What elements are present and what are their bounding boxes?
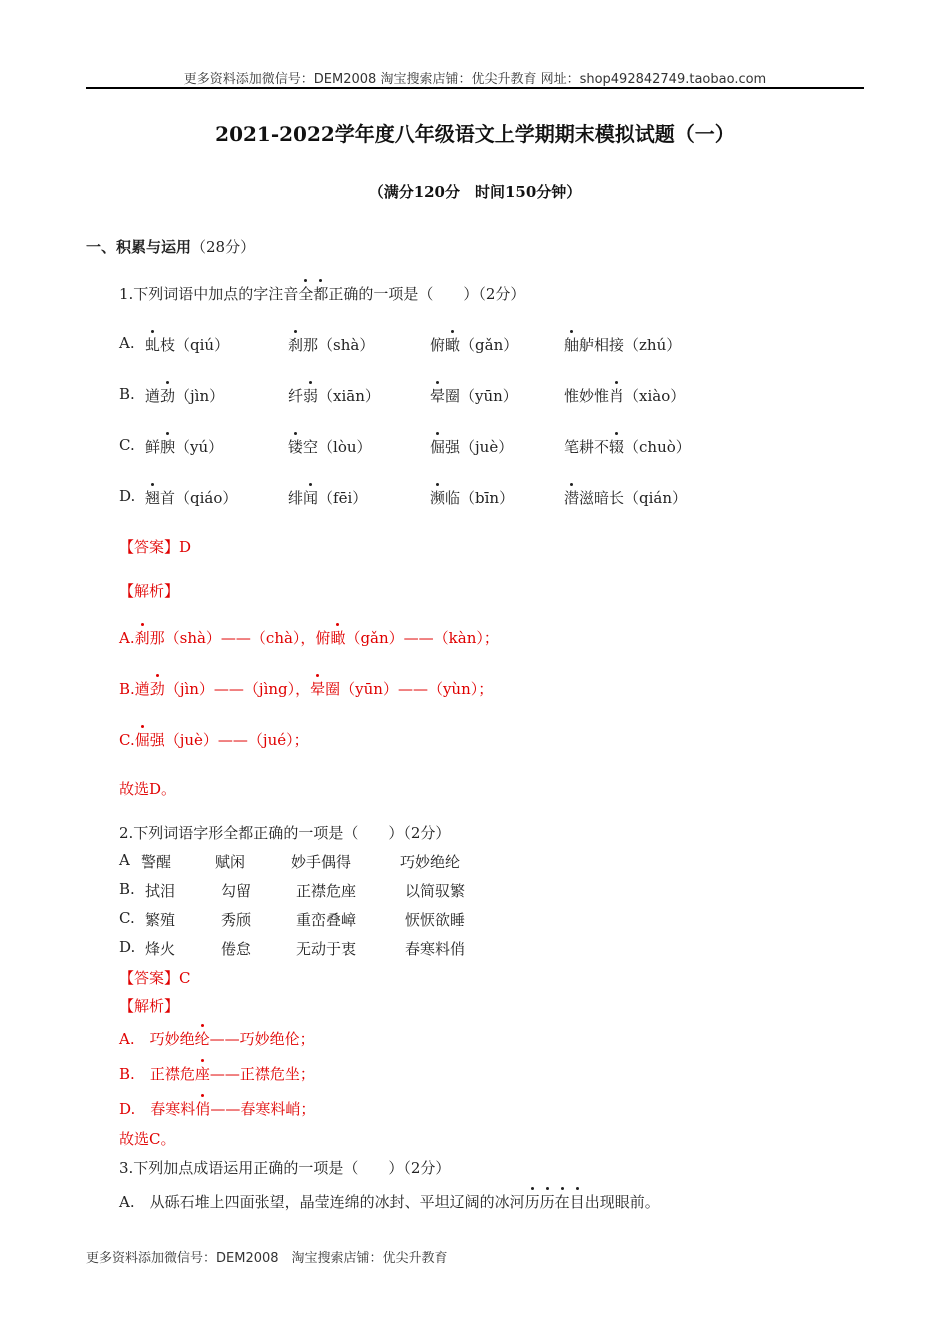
- option-item: 重峦叠嶂: [296, 911, 357, 929]
- option-item: 勾留: [221, 882, 252, 900]
- option-item: 春寒料俏: [405, 940, 466, 958]
- option-item: 赋闲: [215, 853, 246, 871]
- option-item: 倔强（juè）: [430, 438, 514, 456]
- option-item: 翘首（qiáo）: [145, 489, 238, 507]
- option-label: D.: [119, 938, 136, 956]
- q2-analysis-line: A. 巧妙绝纶——巧妙绝伦；: [119, 1030, 315, 1048]
- option-label: C.: [119, 436, 135, 454]
- option-item: 妙手偶得: [291, 853, 352, 871]
- option-label: A: [119, 851, 130, 869]
- q2-stem: 2.下列词语字形全都正确的一项是（ ）（2分）: [119, 824, 451, 842]
- option-item: 巧妙绝纶: [400, 853, 461, 871]
- option-item: 镂空（lòu）: [288, 438, 372, 456]
- option-item: 繁殖: [145, 911, 176, 929]
- option-item: 潜滋暗长（qián）: [564, 489, 688, 507]
- q3-option-a: A. 从砾石堆上四面张望，晶莹连绵的冰封、平坦辽阔的冰河历历在目出现眼前。: [119, 1193, 660, 1211]
- option-label: D.: [119, 487, 136, 505]
- option-item: 拭泪: [145, 882, 176, 900]
- option-item: 虬枝（qiú）: [145, 336, 230, 354]
- q1-answer: 【答案】D: [119, 538, 192, 556]
- option-item: 惟妙惟肖（xiào）: [564, 387, 686, 405]
- option-item: 绯闻（fēi）: [288, 489, 368, 507]
- q1-analysis-line: B.遒劲（jìn）——（jìng），晕圈（yūn）——（yùn）；: [119, 680, 494, 698]
- page-title: 2021-2022学年度八年级语文上学期期末模拟试题（一）: [215, 122, 735, 146]
- header-rule: [86, 87, 864, 89]
- option-label: B.: [119, 880, 135, 898]
- section-heading: 一、积累与运用（28分）: [86, 238, 256, 256]
- option-item: 晕圈（yūn）: [430, 387, 518, 405]
- option-item: 恹恹欲睡: [405, 911, 466, 929]
- option-label: A.: [119, 334, 135, 352]
- option-item: 倦怠: [221, 940, 252, 958]
- option-item: 秀颀: [221, 911, 252, 929]
- q1-stem: 1.下列词语中加点的字注音全都正确的一项是（ ）（2分）: [119, 285, 526, 303]
- option-item: 警醒: [141, 853, 172, 871]
- q1-analysis-line: C.倔强（juè）——（jué）；: [119, 731, 309, 749]
- option-item: 濒临（bīn）: [430, 489, 515, 507]
- option-item: 以简驭繁: [405, 882, 466, 900]
- q2-analysis-line: B. 正襟危座——正襟危坐；: [119, 1065, 315, 1083]
- page-subtitle: （满分120分 时间150分钟）: [368, 183, 582, 201]
- header-note: 更多资料添加微信号：DEM2008 淘宝搜索店铺：优尖升教育 网址：shop492842749.taobao.com: [183, 72, 767, 87]
- option-item: 遒劲（jìn）: [145, 387, 225, 405]
- q1-conclusion: 故选D。: [119, 780, 177, 798]
- option-item: 烽火: [145, 940, 176, 958]
- option-item: 刹那（shà）: [288, 336, 375, 354]
- option-item: 鲜腴（yú）: [145, 438, 224, 456]
- q1-analysis-title: 【解析】: [119, 582, 180, 600]
- q1-analysis-line: A.刹那（shà）——（chà），俯瞰（gǎn）——（kàn）；: [119, 629, 499, 647]
- option-item: 纤弱（xiān）: [288, 387, 380, 405]
- option-label: B.: [119, 385, 135, 403]
- option-item: 无动于衷: [296, 940, 357, 958]
- q2-conclusion: 故选C。: [119, 1130, 176, 1148]
- option-item: 俯瞰（gǎn）: [430, 336, 519, 354]
- q2-analysis-line: D. 春寒料俏——春寒料峭；: [119, 1100, 316, 1118]
- footer-note: 更多资料添加微信号：DEM2008 淘宝搜索店铺：优尖升教育: [86, 1251, 448, 1266]
- option-item: 正襟危座: [296, 882, 357, 900]
- q2-analysis-title: 【解析】: [119, 997, 180, 1015]
- q2-answer: 【答案】C: [119, 969, 191, 987]
- q3-stem: 3.下列加点成语运用正确的一项是（ ）（2分）: [119, 1159, 451, 1177]
- option-item: 舳舻相接（zhú）: [564, 336, 682, 354]
- option-item: 笔耕不辍（chuò）: [564, 438, 691, 456]
- option-label: C.: [119, 909, 135, 927]
